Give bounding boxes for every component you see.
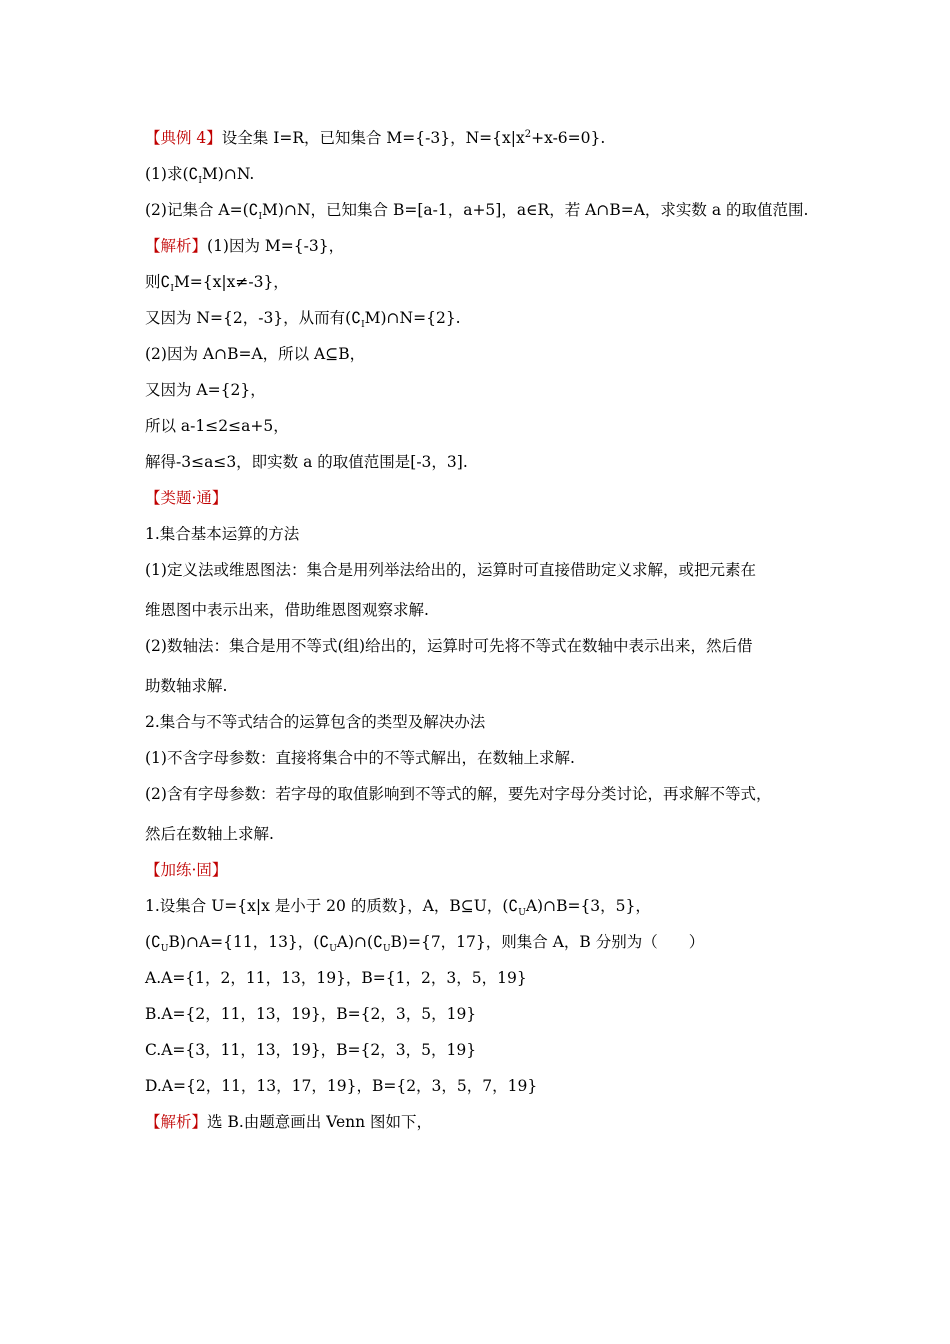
- practice-solution: 【解析】选 B.由题意画出 Venn 图如下，: [145, 1113, 433, 1131]
- question-2: (2)记集合 $A=(∁_IM)\cap N$，已知集合 B=[a-1，a+5]，a∈R，若 A∩B=A，求实数 a 的取值范围.: [145, 201, 809, 223]
- option-b: B.A={2，11，13，19}，B={2，3，5，19}: [145, 1005, 477, 1023]
- practice-question-line-1: 1.设集合 U={x|x 是小于 20 的质数}，A，B⊆U，$(∁_UA)\cap B=\{3$，5}，: [145, 897, 651, 919]
- method-4-line-1: (2)含有字母参数：若字母的取值影响到不等式的解，要先对字母分类讨论，再求解不等式，: [145, 785, 772, 803]
- method-heading-1: 1.集合基本运算的方法: [145, 525, 300, 543]
- practice-question-line-2: $(∁_UB)\cap A=\{11$，13}，$(∁_UA)\cap(∁_UB)=\{7$，17}，则集合 A，B 分别为（ ）: [145, 933, 705, 955]
- practice-tag: 【加练·固】: [145, 861, 228, 879]
- method-2-line-1: (2)数轴法：集合是用不等式(组)给出的，运算时可先将不等式在数轴中表示出来，然后借: [145, 637, 753, 655]
- method-1-line-2: 维恩图中表示出来，借助维恩图观察求解.: [145, 601, 429, 619]
- solution-tag: 【解析】: [145, 237, 208, 255]
- method-3-line-1: (1)不含字母参数：直接将集合中的不等式解出，在数轴上求解.: [145, 749, 575, 767]
- method-4-line-2: 然后在数轴上求解.: [145, 825, 274, 843]
- solution-line-2: 则$∁_IM=\{x|x\ne-3\}$，: [145, 273, 289, 295]
- solution-line-6: 所以 a-1≤2≤a+5，: [145, 417, 289, 435]
- solution-tag-2: 【解析】: [145, 1113, 208, 1131]
- method-1-line-1: (1)定义法或维恩图法：集合是用列举法给出的，运算时可直接借助定义求解，或把元素在: [145, 561, 756, 579]
- solution-line-5: 又因为 A={2}，: [145, 381, 266, 399]
- category-tag: 【类题·通】: [145, 489, 228, 507]
- option-c: C.A={3，11，13，19}，B={2，3，5，19}: [145, 1041, 477, 1059]
- example-tag: 【典例 4】: [145, 129, 222, 147]
- method-heading-2: 2.集合与不等式结合的运算包含的类型及解决办法: [145, 713, 486, 731]
- method-2-line-2: 助数轴求解.: [145, 677, 228, 695]
- option-d: D.A={2，11，13，17，19}，B={2，3，5，7，19}: [145, 1077, 538, 1095]
- solution-line-3: 又因为 N={2，-3}，从而有$(∁_IM)\cap N=\{2\}$.: [145, 309, 461, 331]
- solution-line-1: 【解析】(1)因为 M={-3}，: [145, 237, 345, 255]
- example-4-problem: 【典例 4】设全集 I=R，已知集合 M={-3}，$N=\{x|x^2+x-6=0\}$.: [145, 128, 606, 147]
- option-a: A.A={1，2，11，13，19}，B={1，2，3，5，19}: [145, 969, 527, 987]
- solution-line-4: (2)因为 A∩B=A，所以 A⊆B，: [145, 345, 366, 363]
- solution-line-7: 解得-3≤a≤3，即实数 a 的取值范围是[-3，3].: [145, 453, 468, 471]
- question-1: (1)求$(∁_IM)\cap N$.: [145, 165, 255, 187]
